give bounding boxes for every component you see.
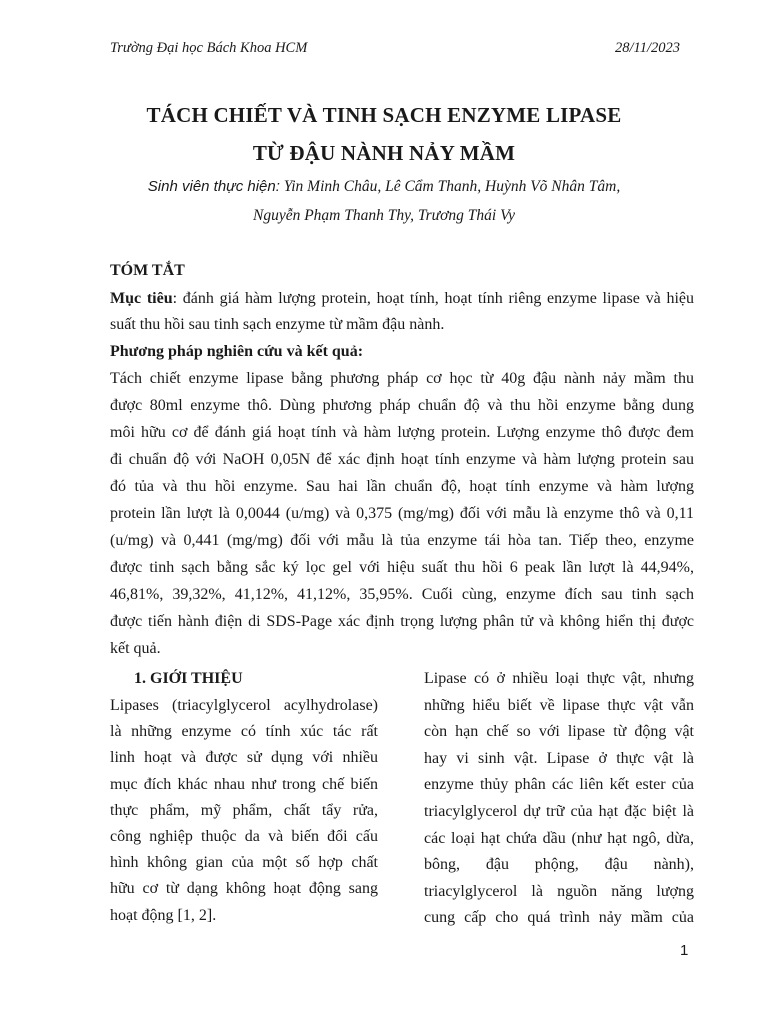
intro-right-line-3: còn hạn chế so với lipase từ động vật bbox=[424, 723, 694, 741]
methods-line-3: môi hữu cơ để đánh giá hoạt tính và hàm lượng protein. Lượng enzyme thô được đem bbox=[110, 424, 694, 441]
intro-left-line-3: linh hoạt và được sử dụng với nhiều bbox=[110, 749, 378, 767]
methods-line-2: được 80ml enzyme thô. Dùng phương pháp chuẩn độ và thu hồi enzyme bằng dung bbox=[110, 397, 694, 414]
methods-line-9: 46,81%, 39,32%, 41,12%, 41,12%, 35,95%. Cuối cùng, enzyme đích sau tinh sạch bbox=[110, 586, 694, 603]
intro-left-line-6: công nghiệp thuộc da và biến đổi cấu bbox=[110, 828, 378, 845]
paper-title-line-1: TÁCH CHIẾT VÀ TINH SẠCH ENZYME LIPASE bbox=[146, 103, 622, 127]
intro-right-line-9: triacylglycerol là nguồn năng lượng bbox=[424, 882, 694, 900]
intro-left-line-2: là những enzyme có tính xúc tác rất bbox=[110, 723, 378, 741]
section-heading-introduction: 1. GIỚI THIỆU bbox=[134, 670, 243, 687]
intro-right-line-6: triacylglycerol dự trữ của hạt đặc biệt là bbox=[424, 803, 694, 820]
authors-names-1: Yin Minh Châu, Lê Cẩm Thanh, Huỳnh Võ Nhân Tâm, bbox=[283, 178, 621, 195]
objective-text-1: : đánh giá hàm lượng protein, hoạt tính, hoạt tính riêng enzyme lipase và hiệu bbox=[172, 290, 695, 307]
methods-line-11: kết quả. bbox=[110, 640, 161, 657]
abstract-heading: TÓM TẮT bbox=[110, 262, 185, 279]
intro-right-line-5: enzyme thủy phân các liên kết ester của bbox=[424, 776, 694, 794]
intro-right-line-4: hay vi sinh vật. Lipase ở thực vật là bbox=[424, 749, 694, 767]
intro-left-line-8: hữu cơ từ dạng không hoạt động sang bbox=[110, 880, 378, 898]
methods-line-8: được tinh sạch bằng sắc ký lọc gel với hiệu suất thu hồi 6 peak lần lượt là 44,94%, bbox=[110, 559, 694, 576]
methods-heading: Phương pháp nghiên cứu và kết quả: bbox=[110, 343, 364, 360]
intro-right-line-2: những hiểu biết về lipase thực vật vẫn bbox=[424, 696, 694, 714]
intro-left-line-9: hoạt động [1, 2]. bbox=[110, 906, 217, 924]
methods-line-7: (u/mg) và 0,441 (mg/mg) đối với mẫu là tủa enzyme tái hòa tan. Tiếp theo, enzyme bbox=[110, 532, 694, 549]
methods-line-4: đi chuẩn độ với NaOH 0,05N để xác định hoạt tính enzyme và hàm lượng protein sau bbox=[110, 451, 694, 468]
authors-label: Sinh viên thực hiện: bbox=[147, 178, 280, 195]
objective-line-1 bbox=[110, 290, 694, 308]
objective-line-2: suất thu hồi sau tinh sạch enzyme từ mầm đậu nành. bbox=[110, 316, 445, 333]
intro-left-line-1: Lipases (triacylglycerol acylhydrolase) bbox=[110, 697, 378, 714]
intro-left-line-7: hình không gian của một số hợp chất bbox=[110, 854, 378, 872]
intro-right-line-8: bông, đậu phộng, đậu nành), bbox=[424, 856, 694, 874]
methods-line-6: protein lần lượt là 0,0044 (u/mg) và 0,375 (mg/mg) đối với mẫu là enzyme thô và 0,11 bbox=[110, 505, 694, 522]
intro-left-line-5: thực phẩm, mỹ phẩm, chất tẩy rửa, bbox=[110, 801, 378, 819]
authors-line-2: Nguyễn Phạm Thanh Thy, Trương Thái Vy bbox=[252, 207, 516, 224]
authors-line-1 bbox=[0, 178, 768, 196]
running-header-institution: Trường Đại học Bách Khoa HCM bbox=[110, 40, 308, 56]
methods-line-10: được tiến hành điện di SDS-Page xác định trọng lượng phân tử và không hiển thị được bbox=[110, 613, 694, 630]
running-header-date: 28/11/2023 bbox=[615, 40, 680, 56]
intro-right-line-10: cung cấp cho quá trình nảy mầm của bbox=[424, 909, 694, 927]
intro-right-line-7: các loại hạt chứa dầu (như hạt ngô, dừa, bbox=[424, 829, 694, 847]
objective-label: Mục tiêu bbox=[110, 290, 173, 307]
methods-line-1: Tách chiết enzyme lipase bằng phương pháp cơ học từ 40g đậu nành nảy mầm thu bbox=[110, 370, 694, 387]
methods-line-5: đó tủa và thu hồi enzyme. Sau hai lần chuẩn độ, hoạt tính enzyme và hàm lượng bbox=[110, 478, 694, 495]
page-number: 1 bbox=[680, 942, 689, 959]
intro-left-line-4: mục đích khác nhau như trong chế biến bbox=[110, 775, 378, 793]
intro-right-line-1: Lipase có ở nhiều loại thực vật, nhưng bbox=[424, 670, 694, 687]
paper-title-line-2: TỪ ĐẬU NÀNH NẢY MẦM bbox=[252, 141, 516, 165]
